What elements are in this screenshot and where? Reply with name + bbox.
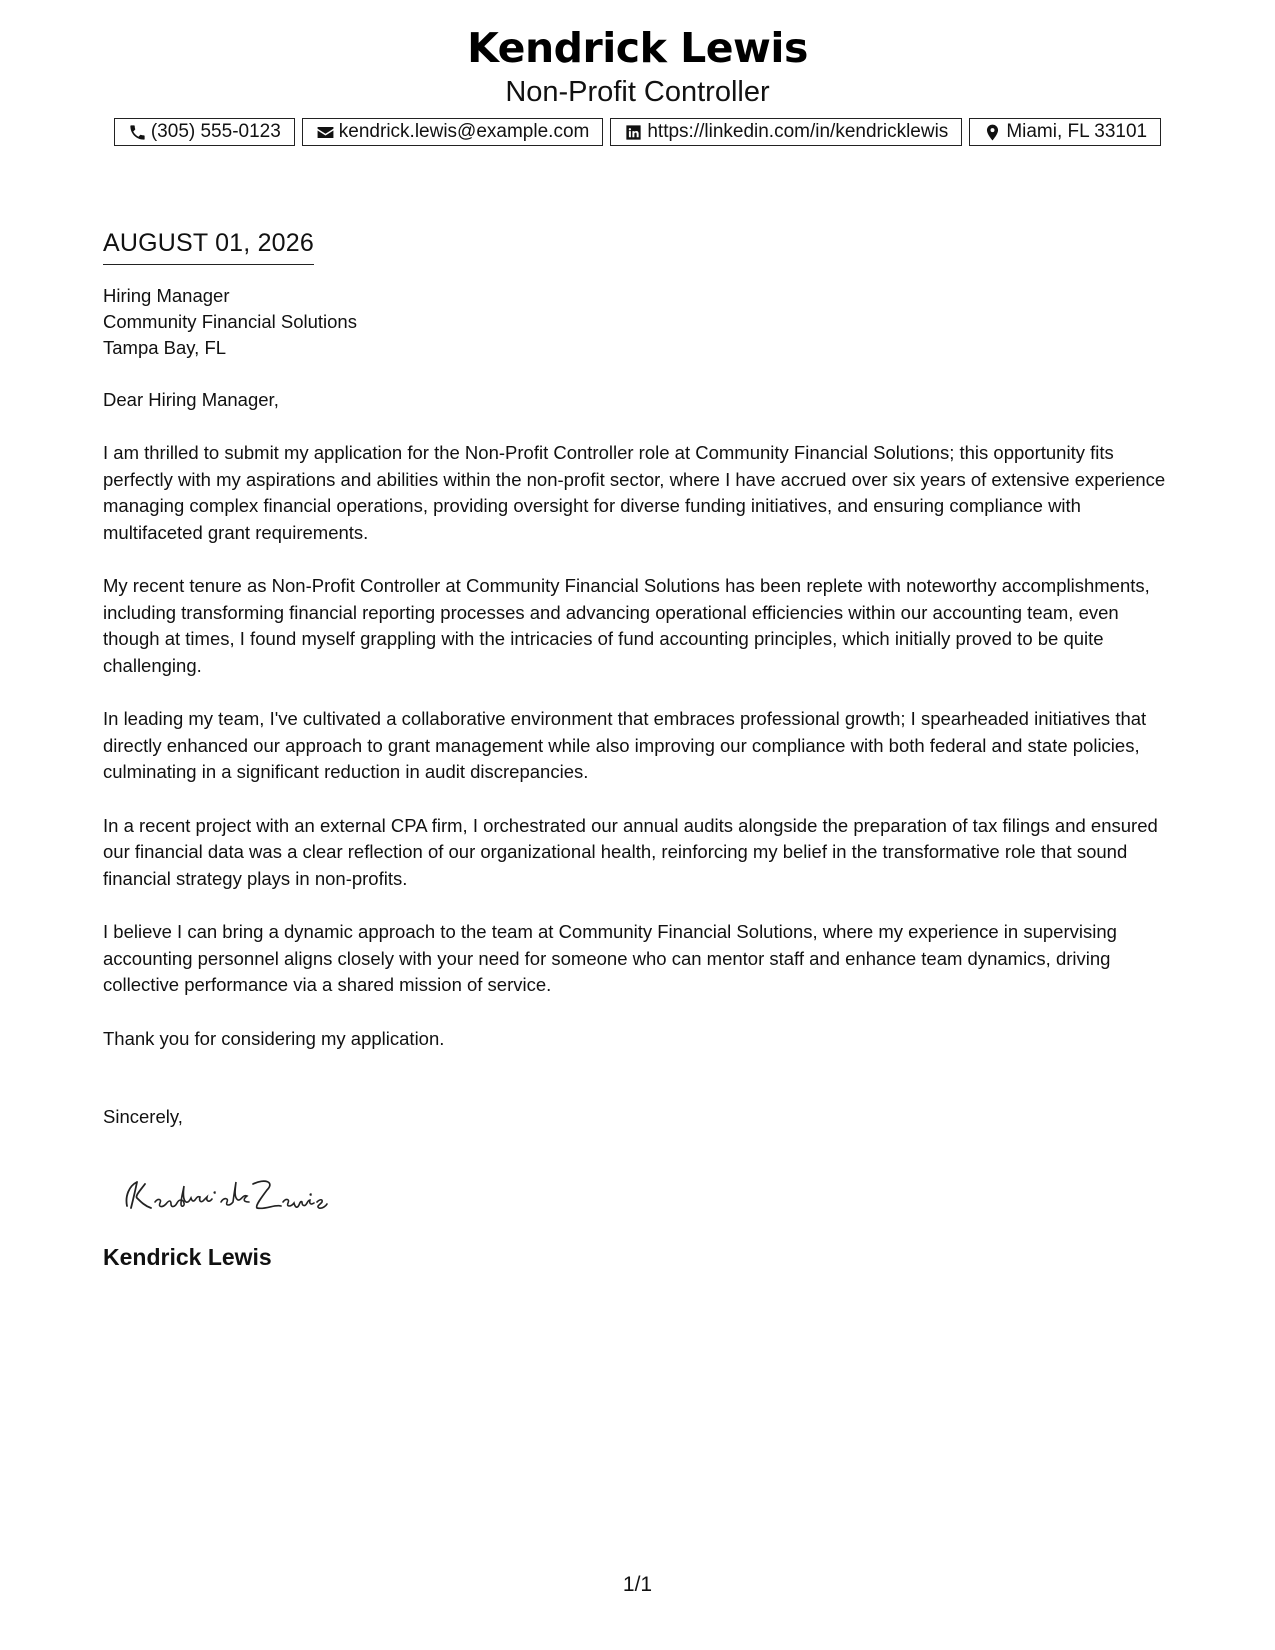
envelope-icon	[316, 123, 335, 142]
recipient-location: Tampa Bay, FL	[103, 337, 227, 358]
contact-email	[302, 118, 604, 146]
map-pin-icon	[983, 123, 1002, 142]
letter-date: AUGUST 01, 2026	[103, 226, 314, 265]
body-paragraph: I am thrilled to submit my application for the Non-Profit Controller role at Community Financial Solutions; this opportunity fits perfectly with my aspirations and abilities within the non-profit sector, where I have accrued over six years of extensive experience managing complex financial operations, providing oversight for diverse funding initiatives, and ensuring compliance with multifaceted grant requirements.	[103, 442, 1166, 543]
closing: Sincerely,	[103, 1106, 183, 1127]
signer-name: Kendrick Lewis	[103, 1244, 272, 1270]
letter-header	[0, 0, 1275, 146]
contact-email-text: kendrick.lewis@example.com	[338, 121, 590, 142]
handwritten-signature	[115, 1168, 1178, 1220]
body-paragraph: In a recent project with an external CPA firm, I orchestrated our annual audits alongside the preparation of tax filings and ensured our financial data was a clear reflection of our organizational health, reinforcing my belief in the transformative role that sound financial strategy plays in non-profits.	[103, 814, 1158, 889]
applicant-title: Non-Profit Controller	[505, 76, 770, 108]
body-paragraph: In leading my team, I've cultivated a collaborative environment that embraces professional growth; I spearheaded initiatives that directly enhanced our approach to grant management while also improving our compliance with both federal and state policies, culminating in a significant reduction in audit discrepancies.	[103, 708, 1147, 782]
recipient-company: Community Financial Solutions	[103, 311, 357, 332]
contact-phone-text: (305) 555-0123	[150, 121, 281, 142]
contact-location	[969, 118, 1161, 146]
body-paragraph: Thank you for considering my application.	[103, 1027, 445, 1049]
contact-linkedin	[610, 118, 962, 146]
contact-phone	[114, 118, 295, 146]
letter-body	[103, 226, 1178, 1271]
contact-bar	[0, 118, 1275, 146]
applicant-name: Kendrick Lewis	[467, 24, 808, 72]
body-paragraph: My recent tenure as Non-Profit Controller at Community Financial Solutions has been replete with noteworthy accomplishments, including transforming financial reporting processes and advancing operational efficiencies within our accounting team, even though at times, I found myself grappling with the intricacies of fund accounting principles, which initially proved to be quite challenging.	[103, 575, 1150, 676]
body-paragraph: I believe I can bring a dynamic approach to the team at Community Financial Solutions, where my experience in supervising accounting personnel aligns closely with your need for someone who can mentor staff and enhance team dynamics, driving collective performance via a shared mission of service.	[103, 921, 1117, 995]
page-number: 1/1	[622, 1573, 653, 1596]
contact-linkedin-text: https://linkedin.com/in/kendricklewis	[647, 121, 949, 142]
signature-image	[115, 1168, 355, 1220]
greeting: Dear Hiring Manager,	[103, 389, 279, 410]
recipient-name: Hiring Manager	[103, 285, 230, 306]
contact-location-text: Miami, FL 33101	[1006, 121, 1148, 142]
recipient-block	[103, 283, 1178, 361]
linkedin-icon	[624, 123, 643, 142]
phone-icon	[128, 123, 147, 142]
